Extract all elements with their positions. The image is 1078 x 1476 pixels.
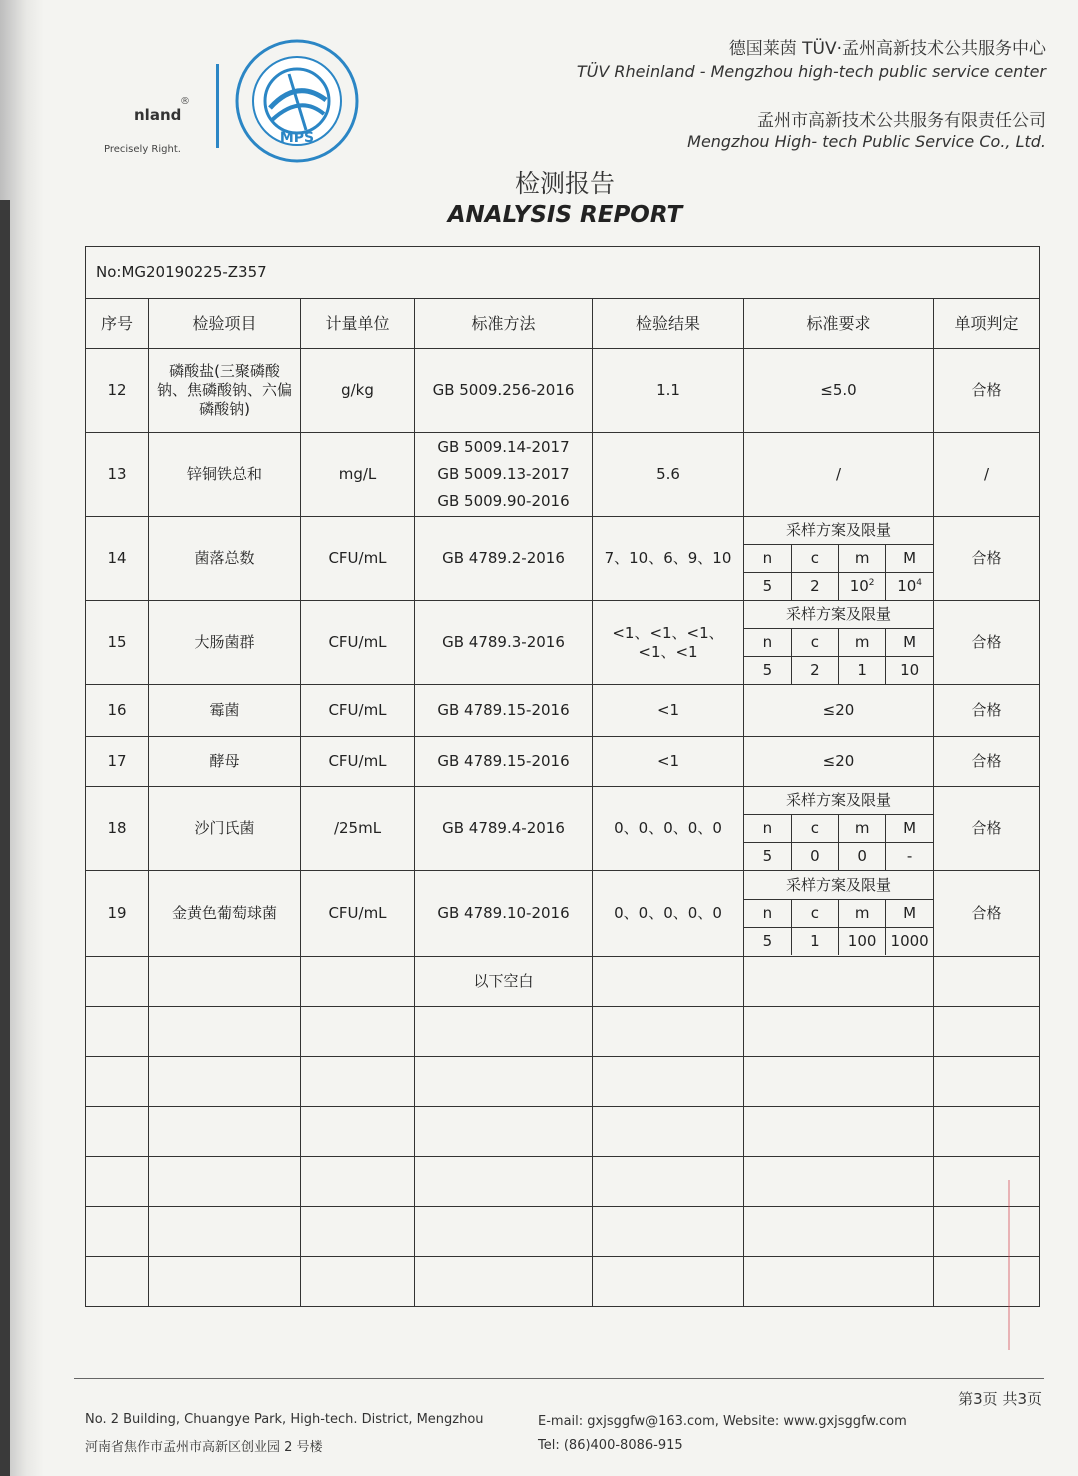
logo-tagline: Precisely Right. — [104, 144, 181, 155]
row-judgement: 合格 — [934, 517, 1040, 601]
logo-text: nland — [134, 106, 182, 124]
report-number: No:MG20190225-Z357 — [86, 247, 1040, 299]
sampling-m: 0 — [839, 843, 886, 871]
row-unit: CFU/mL — [301, 685, 415, 737]
row-unit: CFU/mL — [301, 737, 415, 787]
row-method: GB 4789.10-2016 — [415, 871, 593, 957]
col-header-requirement: 标准要求 — [744, 299, 934, 349]
sampling-label: 采样方案及限量 — [744, 517, 933, 545]
row-requirement: ≤5.0 — [744, 349, 934, 433]
telephone: Tel: (86)400-8086-915 — [538, 1438, 683, 1453]
row-requirement: / — [744, 433, 934, 517]
row-requirement: ≤20 — [744, 737, 934, 787]
row-method: GB 4789.15-2016 — [415, 737, 593, 787]
row-method: GB 4789.2-2016 — [415, 517, 593, 601]
row-judgement: 合格 — [934, 871, 1040, 957]
row-method-line: GB 5009.14-2017 — [437, 438, 570, 456]
sampling-head-M: M — [886, 900, 933, 928]
sampling-M-exp: 4 — [916, 578, 923, 589]
table-row — [86, 433, 1040, 517]
blank-note: 以下空白 — [415, 957, 593, 1007]
row-item: 霉菌 — [149, 685, 301, 737]
report-title-en: ANALYSIS REPORT — [447, 202, 683, 228]
sampling-label: 采样方案及限量 — [744, 787, 933, 815]
sampling-M: 1000 — [886, 928, 933, 956]
sampling-M — [886, 573, 933, 601]
row-item: 菌落总数 — [149, 517, 301, 601]
seal-text: MPS — [279, 130, 315, 146]
sampling-head-m: m — [839, 629, 886, 657]
table-row — [86, 517, 1040, 601]
sampling-head-n: n — [744, 900, 791, 928]
sampling-head-c: c — [791, 900, 838, 928]
sampling-m: 1 — [839, 657, 886, 685]
row-no: 16 — [86, 685, 149, 737]
row-method-line: GB 5009.13-2017 — [437, 465, 570, 483]
org-name-cn-2: 孟州市高新技术公共服务有限责任公司 — [757, 111, 1046, 131]
row-unit: /25mL — [301, 787, 415, 871]
page-number: 第3页 共3页 — [958, 1390, 1042, 1408]
row-result: 0、0、0、0、0 — [593, 871, 744, 957]
sampling-head-M: M — [886, 545, 933, 573]
row-no: 18 — [86, 787, 149, 871]
sampling-c: 1 — [791, 928, 838, 956]
sampling-head-c: c — [791, 545, 838, 573]
sampling-M: - — [886, 843, 933, 871]
col-header-item: 检验项目 — [149, 299, 301, 349]
footer-divider — [74, 1378, 1044, 1379]
logo-divider — [216, 64, 219, 148]
row-method-line: GB 5009.90-2016 — [437, 492, 570, 510]
row-judgement: 合格 — [934, 601, 1040, 685]
col-header-judgement: 单项判定 — [934, 299, 1040, 349]
sampling-head-m: m — [839, 900, 886, 928]
row-judgement: / — [934, 433, 1040, 517]
row-method: GB 4789.15-2016 — [415, 685, 593, 737]
col-header-result: 检验结果 — [593, 299, 744, 349]
sampling-head-n: n — [744, 815, 791, 843]
row-unit: CFU/mL — [301, 601, 415, 685]
sampling-M-base: 10 — [897, 577, 917, 596]
table-row — [86, 349, 1040, 433]
sampling-subtable — [744, 517, 933, 600]
row-result: 7、10、6、9、10 — [593, 517, 744, 601]
row-unit: CFU/mL — [301, 517, 415, 601]
tuv-logo — [98, 92, 228, 162]
blank-row — [86, 1007, 1040, 1057]
sampling-plan — [744, 601, 934, 685]
row-no: 14 — [86, 517, 149, 601]
sampling-n: 5 — [744, 928, 791, 956]
row-no: 12 — [86, 349, 149, 433]
sampling-head-n: n — [744, 545, 791, 573]
blank-row — [86, 1057, 1040, 1107]
row-item: 磷酸盐(三聚磷酸钠、焦磷酸钠、六偏磷酸钠) — [149, 349, 301, 433]
table-row — [86, 787, 1040, 871]
row-item: 大肠菌群 — [149, 601, 301, 685]
sampling-subtable — [744, 872, 933, 955]
sampling-head-M: M — [886, 815, 933, 843]
sampling-head-m: m — [839, 815, 886, 843]
row-judgement: 合格 — [934, 685, 1040, 737]
registered-mark: ® — [180, 96, 190, 107]
sampling-M: 10 — [886, 657, 933, 685]
table-row — [86, 737, 1040, 787]
row-result: 1.1 — [593, 349, 744, 433]
row-item: 沙门氏菌 — [149, 787, 301, 871]
org-name-en-1: TÜV Rheinland - Mengzhou high-tech public service center — [576, 62, 1046, 81]
sampling-head-n: n — [744, 629, 791, 657]
sampling-n: 5 — [744, 573, 791, 601]
sampling-n: 5 — [744, 657, 791, 685]
col-header-method: 标准方法 — [415, 299, 593, 349]
sampling-label: 采样方案及限量 — [744, 872, 933, 900]
row-method: GB 5009.256-2016 — [415, 349, 593, 433]
blank-row — [86, 957, 1040, 1007]
row-no: 19 — [86, 871, 149, 957]
row-result: <1、<1、<1、<1、<1 — [593, 601, 744, 685]
row-result: <1 — [593, 685, 744, 737]
report-title-cn: 检测报告 — [514, 169, 615, 198]
row-item: 锌铜铁总和 — [149, 433, 301, 517]
row-item: 酵母 — [149, 737, 301, 787]
address-en: No. 2 Building, Chuangye Park, High-tech. District, Mengzhou — [85, 1412, 484, 1427]
sampling-c: 0 — [791, 843, 838, 871]
row-no: 17 — [86, 737, 149, 787]
row-result: 5.6 — [593, 433, 744, 517]
row-unit: mg/L — [301, 433, 415, 517]
row-method — [415, 433, 593, 517]
sampling-plan — [744, 517, 934, 601]
row-judgement: 合格 — [934, 737, 1040, 787]
row-requirement: ≤20 — [744, 685, 934, 737]
sampling-plan — [744, 787, 934, 871]
row-unit: CFU/mL — [301, 871, 415, 957]
table-header-row — [86, 299, 1040, 349]
row-method: GB 4789.3-2016 — [415, 601, 593, 685]
blank-row — [86, 1257, 1040, 1307]
service-center-seal-icon — [234, 38, 360, 164]
sampling-n: 5 — [744, 843, 791, 871]
row-judgement: 合格 — [934, 787, 1040, 871]
sampling-head-m: m — [839, 545, 886, 573]
sampling-m-base: 10 — [849, 577, 869, 596]
sampling-c: 2 — [791, 657, 838, 685]
col-header-no: 序号 — [86, 299, 149, 349]
sampling-subtable — [744, 787, 933, 870]
sampling-m-exp: 2 — [868, 578, 875, 589]
sampling-label: 采样方案及限量 — [744, 601, 933, 629]
org-name-en-2: Mengzhou High- tech Public Service Co., Ltd. — [687, 132, 1046, 151]
sampling-head-c: c — [791, 629, 838, 657]
report-number-row — [86, 247, 1040, 299]
red-stamp-icon — [1008, 1180, 1070, 1350]
col-header-unit: 计量单位 — [301, 299, 415, 349]
sampling-plan — [744, 871, 934, 957]
table-row — [86, 601, 1040, 685]
blank-row — [86, 1157, 1040, 1207]
sampling-head-M: M — [886, 629, 933, 657]
row-method: GB 4789.4-2016 — [415, 787, 593, 871]
sampling-m — [839, 573, 886, 601]
row-no: 13 — [86, 433, 149, 517]
page-edge-dark — [0, 200, 10, 1476]
sampling-head-c: c — [791, 815, 838, 843]
row-item: 金黄色葡萄球菌 — [149, 871, 301, 957]
org-name-cn-1: 德国莱茵 TÜV·孟州高新技术公共服务中心 — [728, 39, 1046, 59]
table-row — [86, 871, 1040, 957]
row-unit: g/kg — [301, 349, 415, 433]
sampling-m: 100 — [839, 928, 886, 956]
row-judgement: 合格 — [934, 349, 1040, 433]
blank-row — [86, 1207, 1040, 1257]
row-result: <1 — [593, 737, 744, 787]
row-result: 0、0、0、0、0 — [593, 787, 744, 871]
table-row — [86, 685, 1040, 737]
sampling-c: 2 — [791, 573, 838, 601]
email-website: E-mail: gxjsggfw@163.com, Website: www.gxjsggfw.com — [538, 1414, 907, 1429]
row-no: 15 — [86, 601, 149, 685]
blank-row — [86, 1107, 1040, 1157]
sampling-subtable — [744, 601, 933, 684]
analysis-table — [85, 246, 1040, 1307]
address-cn: 河南省焦作市孟州市高新区创业园 2 号楼 — [85, 1440, 323, 1455]
